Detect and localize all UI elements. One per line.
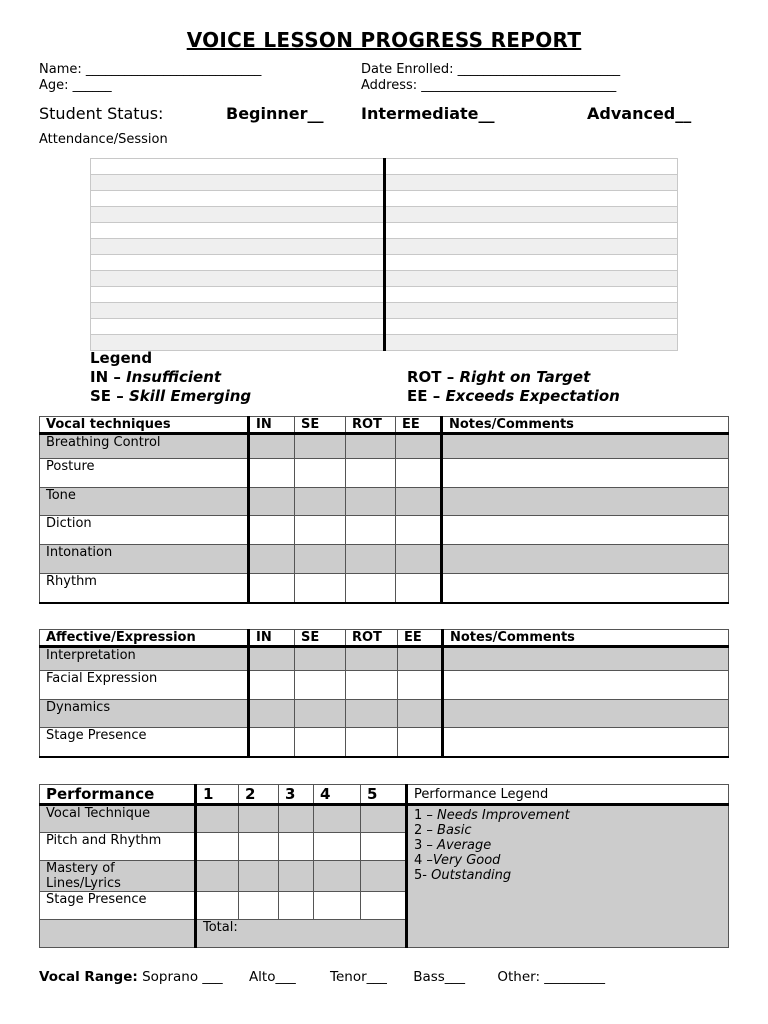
- other-option[interactable]: Other: _________: [497, 969, 606, 985]
- performance-header-row: [40, 785, 729, 805]
- legend-number: 3 –: [414, 838, 438, 853]
- rating-cell[interactable]: [295, 574, 346, 603]
- table-row: [40, 574, 729, 603]
- score-cell[interactable]: [239, 833, 279, 861]
- attendance-cell[interactable]: [91, 223, 385, 239]
- vocal-techniques-table: [39, 416, 729, 604]
- attendance-cell[interactable]: [91, 287, 385, 303]
- legend-number: 4 –: [414, 853, 433, 868]
- rating-cell[interactable]: [346, 516, 396, 545]
- attendance-label: Attendance/Session: [39, 132, 168, 147]
- affective-header-row: [40, 630, 729, 647]
- rating-cell[interactable]: [346, 459, 396, 488]
- score-cell[interactable]: [361, 892, 407, 920]
- row-label: Tone: [40, 488, 249, 516]
- affective-header-cell: Affective/Expression: [40, 630, 249, 647]
- score-cell[interactable]: [239, 805, 279, 833]
- attendance-cell[interactable]: [385, 175, 678, 191]
- row-label: Stage Presence: [40, 728, 249, 757]
- score-cell[interactable]: [314, 892, 361, 920]
- tenor-option[interactable]: Tenor___: [330, 969, 387, 985]
- rating-cell[interactable]: [295, 488, 346, 516]
- affective-header-cell: SE: [295, 630, 346, 647]
- bass-option[interactable]: Bass___: [413, 969, 466, 985]
- vocal-range-line: [39, 969, 605, 985]
- performance-legend-item: [414, 853, 722, 868]
- rating-cell[interactable]: [396, 488, 442, 516]
- performance-header-cell: 5: [361, 785, 407, 805]
- rating-cell[interactable]: [249, 647, 295, 671]
- performance-header-cell: Performance Legend: [407, 785, 729, 805]
- score-cell[interactable]: [279, 861, 314, 892]
- performance-legend-item: [414, 838, 722, 853]
- performance-header-cell: 1: [196, 785, 239, 805]
- score-cell[interactable]: [196, 892, 239, 920]
- attendance-cell[interactable]: [91, 303, 385, 319]
- attendance-cell[interactable]: [91, 159, 385, 175]
- attendance-cell[interactable]: [385, 223, 678, 239]
- table-row: [40, 516, 729, 545]
- rating-cell[interactable]: [249, 728, 295, 757]
- legend-text: Average: [437, 838, 492, 853]
- row-label: Dynamics: [40, 700, 249, 728]
- notes-cell[interactable]: [442, 574, 729, 603]
- attendance-row: [91, 255, 678, 271]
- row-label: Posture: [40, 459, 249, 488]
- performance-header-cell: Performance: [40, 785, 196, 805]
- vocal-header-cell: IN: [249, 417, 295, 434]
- rating-cell[interactable]: [295, 545, 346, 574]
- performance-legend: [407, 805, 729, 948]
- affective-header-cell: EE: [398, 630, 443, 647]
- notes-cell[interactable]: [443, 728, 729, 757]
- attendance-row: [91, 191, 678, 207]
- attendance-cell[interactable]: [385, 255, 678, 271]
- performance-legend-item: [414, 868, 722, 883]
- legend-number: 2 –: [414, 823, 438, 838]
- row-label: Vocal Technique: [40, 805, 196, 833]
- attendance-cell[interactable]: [91, 319, 385, 335]
- row-label: Pitch and Rhythm: [40, 833, 196, 861]
- attendance-row: [91, 271, 678, 287]
- legend-text: Very Good: [432, 853, 501, 868]
- attendance-cell[interactable]: [91, 191, 385, 207]
- row-label: Rhythm: [40, 574, 249, 603]
- notes-cell[interactable]: [443, 671, 729, 700]
- legend-in: IN – Insufficient: [90, 368, 222, 386]
- age-field[interactable]: Age: ______: [39, 78, 112, 93]
- student-status-label: Student Status:: [39, 104, 164, 123]
- attendance-row: [91, 335, 678, 351]
- score-cell[interactable]: [196, 861, 239, 892]
- soprano-option[interactable]: Soprano ___: [142, 969, 223, 985]
- score-cell[interactable]: [196, 833, 239, 861]
- legend-text: Outstanding: [431, 868, 512, 883]
- affective-header-cell: IN: [249, 630, 295, 647]
- status-advanced[interactable]: Advanced__: [587, 104, 692, 123]
- rating-cell[interactable]: [346, 545, 396, 574]
- rating-cell[interactable]: [249, 700, 295, 728]
- legend-rot: ROT – Right on Target: [407, 368, 591, 386]
- rating-cell[interactable]: [295, 516, 346, 545]
- name-field[interactable]: Name: ___________________________: [39, 62, 262, 77]
- vocal-header-cell: EE: [396, 417, 442, 434]
- performance-table: [39, 784, 729, 948]
- rating-cell[interactable]: [295, 647, 346, 671]
- legend-text: Needs Improvement: [437, 808, 570, 823]
- table-row: [40, 700, 729, 728]
- notes-cell[interactable]: [442, 516, 729, 545]
- attendance-table: [90, 158, 678, 351]
- vocal-header-cell: Vocal techniques: [40, 417, 249, 434]
- score-cell[interactable]: [279, 833, 314, 861]
- rating-cell[interactable]: [249, 488, 295, 516]
- row-label: Facial Expression: [40, 671, 249, 700]
- performance-header-cell: 3: [279, 785, 314, 805]
- legend-se: SE – Skill Emerging: [90, 387, 252, 405]
- rating-cell[interactable]: [346, 647, 398, 671]
- attendance-row: [91, 175, 678, 191]
- vocal-header-cell: Notes/Comments: [442, 417, 729, 434]
- attendance-row: [91, 239, 678, 255]
- row-label: Mastery of Lines/Lyrics: [40, 861, 196, 892]
- status-beginner[interactable]: Beginner__: [226, 104, 324, 123]
- row-label: Stage Presence: [40, 892, 196, 920]
- rating-cell[interactable]: [396, 545, 442, 574]
- attendance-cell[interactable]: [385, 159, 678, 175]
- rating-cell[interactable]: [249, 434, 295, 459]
- rating-cell[interactable]: [295, 434, 346, 459]
- status-intermediate[interactable]: Intermediate__: [361, 104, 495, 123]
- rating-cell[interactable]: [295, 728, 346, 757]
- rating-cell[interactable]: [346, 488, 396, 516]
- score-cell[interactable]: [361, 833, 407, 861]
- rating-cell[interactable]: [295, 459, 346, 488]
- rating-cell[interactable]: [346, 728, 398, 757]
- rating-cell[interactable]: [398, 728, 443, 757]
- notes-cell[interactable]: [443, 700, 729, 728]
- row-label: Intonation: [40, 545, 249, 574]
- rating-cell[interactable]: [398, 671, 443, 700]
- score-cell[interactable]: [279, 805, 314, 833]
- score-cell[interactable]: [279, 892, 314, 920]
- performance-legend-item: [414, 823, 722, 838]
- notes-cell[interactable]: [442, 488, 729, 516]
- attendance-cell[interactable]: [91, 207, 385, 223]
- notes-cell[interactable]: [442, 545, 729, 574]
- rating-cell[interactable]: [396, 459, 442, 488]
- date-enrolled-field[interactable]: Date Enrolled: _________________________: [361, 62, 621, 77]
- table-row: [40, 805, 729, 833]
- row-label: Breathing Control: [40, 434, 249, 459]
- affective-header-cell: ROT: [346, 630, 398, 647]
- address-field[interactable]: Address: ______________________________: [361, 78, 617, 93]
- score-cell[interactable]: [361, 861, 407, 892]
- score-cell[interactable]: [314, 805, 361, 833]
- attendance-row: [91, 319, 678, 335]
- performance-header-cell: 2: [239, 785, 279, 805]
- attendance-cell[interactable]: [385, 303, 678, 319]
- row-label: Interpretation: [40, 647, 249, 671]
- notes-cell[interactable]: [442, 459, 729, 488]
- performance-header-cell: 4: [314, 785, 361, 805]
- vocal-range-label: Vocal Range:: [39, 969, 138, 985]
- vocal-header-cell: ROT: [346, 417, 396, 434]
- rating-cell[interactable]: [398, 647, 443, 671]
- affective-header-cell: Notes/Comments: [443, 630, 729, 647]
- total-value[interactable]: Total:: [196, 920, 407, 948]
- table-row: [40, 728, 729, 757]
- row-label: Diction: [40, 516, 249, 545]
- attendance-row: [91, 207, 678, 223]
- rating-cell[interactable]: [396, 516, 442, 545]
- legend-number: 5-: [414, 868, 432, 883]
- attendance-cell[interactable]: [91, 271, 385, 287]
- table-row: [40, 459, 729, 488]
- rating-cell[interactable]: [249, 516, 295, 545]
- attendance-row: [91, 287, 678, 303]
- legend-text: Basic: [437, 823, 472, 838]
- rating-cell[interactable]: [396, 574, 442, 603]
- table-row: [40, 647, 729, 671]
- rating-cell[interactable]: [295, 700, 346, 728]
- rating-cell[interactable]: [398, 700, 443, 728]
- attendance-cell[interactable]: [385, 207, 678, 223]
- rating-cell[interactable]: [249, 459, 295, 488]
- attendance-cell[interactable]: [385, 319, 678, 335]
- score-cell[interactable]: [314, 861, 361, 892]
- score-cell[interactable]: [239, 892, 279, 920]
- total-label-cell: [40, 920, 196, 948]
- table-row: [40, 545, 729, 574]
- attendance-cell[interactable]: [385, 271, 678, 287]
- attendance-cell[interactable]: [385, 239, 678, 255]
- score-cell[interactable]: [196, 805, 239, 833]
- affective-expression-table: [39, 629, 729, 758]
- attendance-row: [91, 303, 678, 319]
- attendance-cell[interactable]: [385, 191, 678, 207]
- rating-cell[interactable]: [346, 574, 396, 603]
- page-title: VOICE LESSON PROGRESS REPORT: [186, 28, 582, 52]
- table-row: [40, 671, 729, 700]
- attendance-row: [91, 223, 678, 239]
- attendance-row: [91, 159, 678, 175]
- legend-heading: Legend: [90, 349, 153, 367]
- score-cell[interactable]: [361, 805, 407, 833]
- notes-cell[interactable]: [443, 647, 729, 671]
- rating-cell[interactable]: [249, 671, 295, 700]
- vocal-header-row: [40, 417, 729, 434]
- attendance-cell[interactable]: [385, 335, 678, 351]
- legend-ee: EE – Exceeds Expectation: [407, 387, 620, 405]
- rating-cell[interactable]: [295, 671, 346, 700]
- rating-cell[interactable]: [249, 574, 295, 603]
- rating-cell[interactable]: [396, 434, 442, 459]
- rating-cell[interactable]: [346, 434, 396, 459]
- score-cell[interactable]: [239, 861, 279, 892]
- attendance-cell[interactable]: [91, 239, 385, 255]
- score-cell[interactable]: [314, 833, 361, 861]
- alto-option[interactable]: Alto___: [248, 969, 296, 985]
- vocal-header-cell: SE: [295, 417, 346, 434]
- rating-cell[interactable]: [249, 545, 295, 574]
- attendance-cell[interactable]: [91, 255, 385, 271]
- table-row: [40, 488, 729, 516]
- table-row: [40, 434, 729, 459]
- performance-legend-item: [414, 808, 722, 823]
- rating-cell[interactable]: [346, 671, 398, 700]
- attendance-cell[interactable]: [91, 175, 385, 191]
- rating-cell[interactable]: [346, 700, 398, 728]
- attendance-cell[interactable]: [385, 287, 678, 303]
- notes-cell[interactable]: [442, 434, 729, 459]
- legend-number: 1 –: [414, 808, 438, 823]
